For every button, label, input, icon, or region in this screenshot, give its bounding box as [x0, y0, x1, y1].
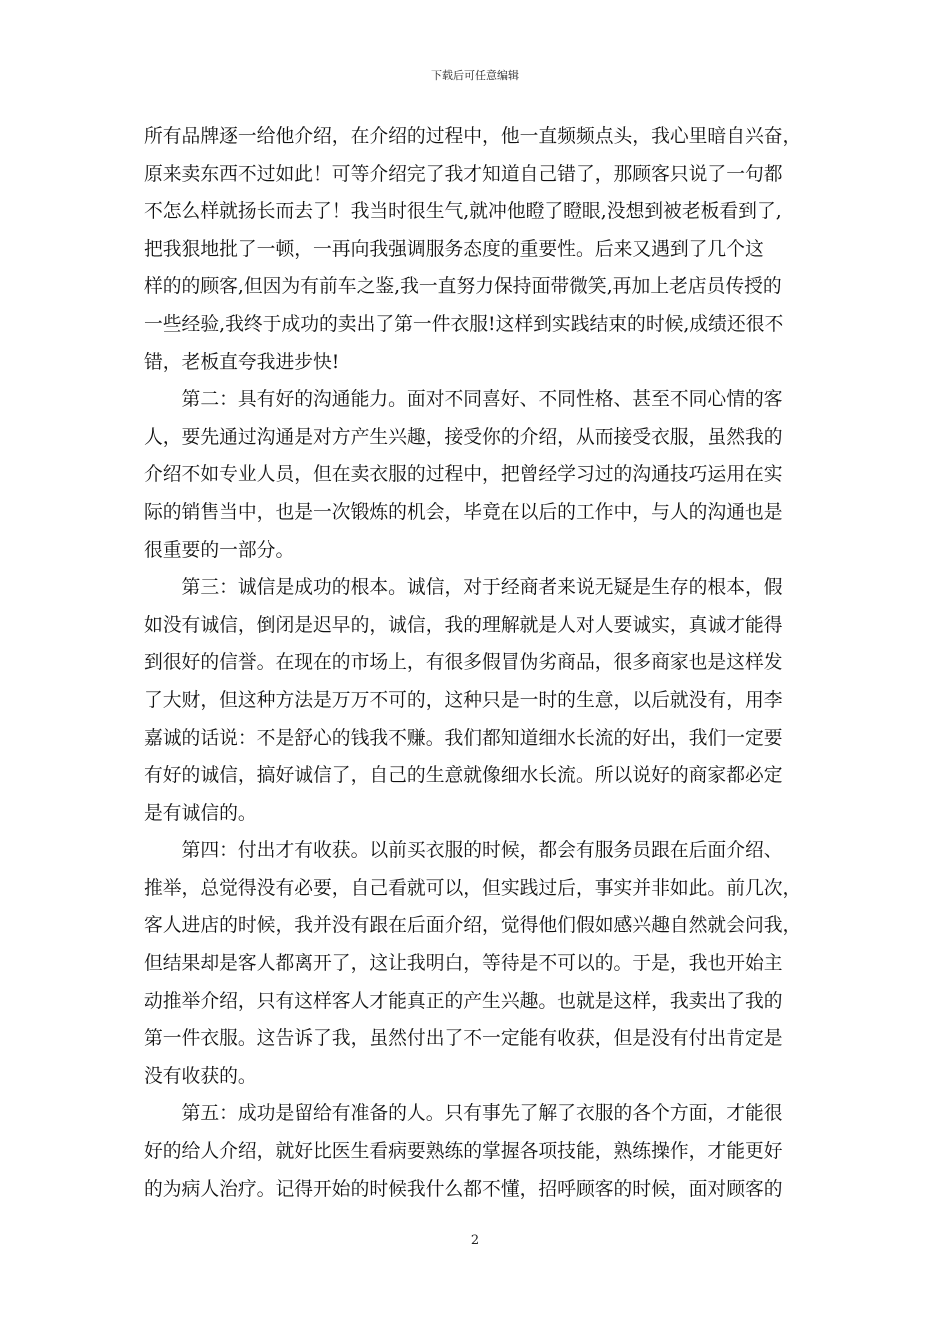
text-line: 第三：诚信是成功的根本。诚信，对于经商者来说无疑是生存的根本，假: [144, 577, 783, 599]
text-line: 所有品牌逐一给他介绍，在介绍的过程中，他一直频频点头，我心里暗自兴奋，: [144, 126, 802, 147]
text-line: 的为病人治疗。记得开始的时候我什么都不懂，招呼顾客的时候，面对顾客的: [144, 1178, 783, 1200]
document-body: [144, 118, 807, 1208]
text-line: 第四：付出才有收获。以前买衣服的时候，都会有服务员跟在后面介绍、: [144, 840, 783, 862]
text-line: 错，老板直夸我进步快!: [144, 351, 340, 373]
text-line: 有好的诚信，搞好诚信了，自己的生意就像细水长流。所以说好的商家都必定: [144, 765, 783, 787]
text-line: 把我狠地批了一顿，一再向我强调服务态度的重要性。后来又遇到了几个这: [144, 238, 764, 260]
text-line: 没有收获的。: [144, 1065, 257, 1087]
text-line: 是有诚信的。: [144, 802, 257, 824]
text-line: 不怎么样就扬长而去了！我当时很生气,就冲他瞪了瞪眼,没想到被老板看到了,: [144, 201, 782, 223]
text-line: 第二：具有好的沟通能力。面对不同喜好、不同性格、甚至不同心情的客: [144, 389, 783, 411]
text-line: 际的销售当中，也是一次锻炼的机会，毕竟在以后的工作中，与人的沟通也是: [144, 501, 783, 523]
text-line: 客人进店的时候，我并没有跟在后面介绍，觉得他们假如感兴趣自然就会问我，: [144, 915, 802, 937]
text-line: 样的的顾客,但因为有前车之鉴,我一直努力保持面带微笑,再加上老店员传授的: [144, 276, 782, 298]
paragraph-5: [144, 1095, 807, 1208]
text-line: 人，要先通过沟通是对方产生兴趣，接受你的介绍，从而接受衣服，虽然我的: [144, 426, 783, 448]
paragraph-3: [144, 569, 807, 832]
text-line: 了大财，但这种方法是万万不可的，这种只是一时的生意，以后就没有，用李: [144, 689, 783, 711]
text-line: 一些经验,我终于成功的卖出了第一件衣服!这样到实践结束的时候,成绩还很不: [144, 313, 784, 335]
text-line: 原来卖东西不过如此！可等介绍完了我才知道自己错了，那顾客只说了一句都: [144, 163, 783, 185]
text-line: 嘉诚的话说：不是舒心的钱我不赚。我们都知道细水长流的好出，我们一定要: [144, 727, 783, 749]
page-header: 下载后可任意编辑: [431, 69, 519, 82]
text-line: 动推举介绍，只有这样客人才能真正的产生兴趣。也就是这样，我卖出了我的: [144, 990, 783, 1012]
text-line: 推举，总觉得没有必要，自己看就可以，但实践过后，事实并非如此。前几次，: [144, 877, 802, 899]
paragraph-1: [144, 118, 807, 381]
paragraph-2: [144, 381, 807, 569]
text-line: 到很好的信誉。在现在的市场上，有很多假冒伪劣商品，很多商家也是这样发: [144, 652, 783, 674]
text-line: 但结果却是客人都离开了，这让我明白，等待是不可以的。于是，我也开始主: [144, 953, 783, 975]
text-line: 介绍不如专业人员，但在卖衣服的过程中，把曾经学习过的沟通技巧运用在实: [144, 464, 783, 486]
text-line: 第五：成功是留给有准备的人。只有事先了解了衣服的各个方面，才能很: [144, 1103, 783, 1125]
paragraph-4: [144, 832, 807, 1095]
text-line: 第一件衣服。这告诉了我，虽然付出了不一定能有收获，但是没有付出肯定是: [144, 1028, 783, 1050]
page-number: 2: [470, 1233, 480, 1248]
text-line: 如没有诚信，倒闭是迟早的，诚信，我的理解就是人对人要诚实，真诚才能得: [144, 614, 783, 636]
text-line: 好的给人介绍，就好比医生看病要熟练的掌握各项技能，熟练操作，才能更好: [144, 1141, 783, 1163]
text-line: 很重要的一部分。: [144, 539, 295, 561]
